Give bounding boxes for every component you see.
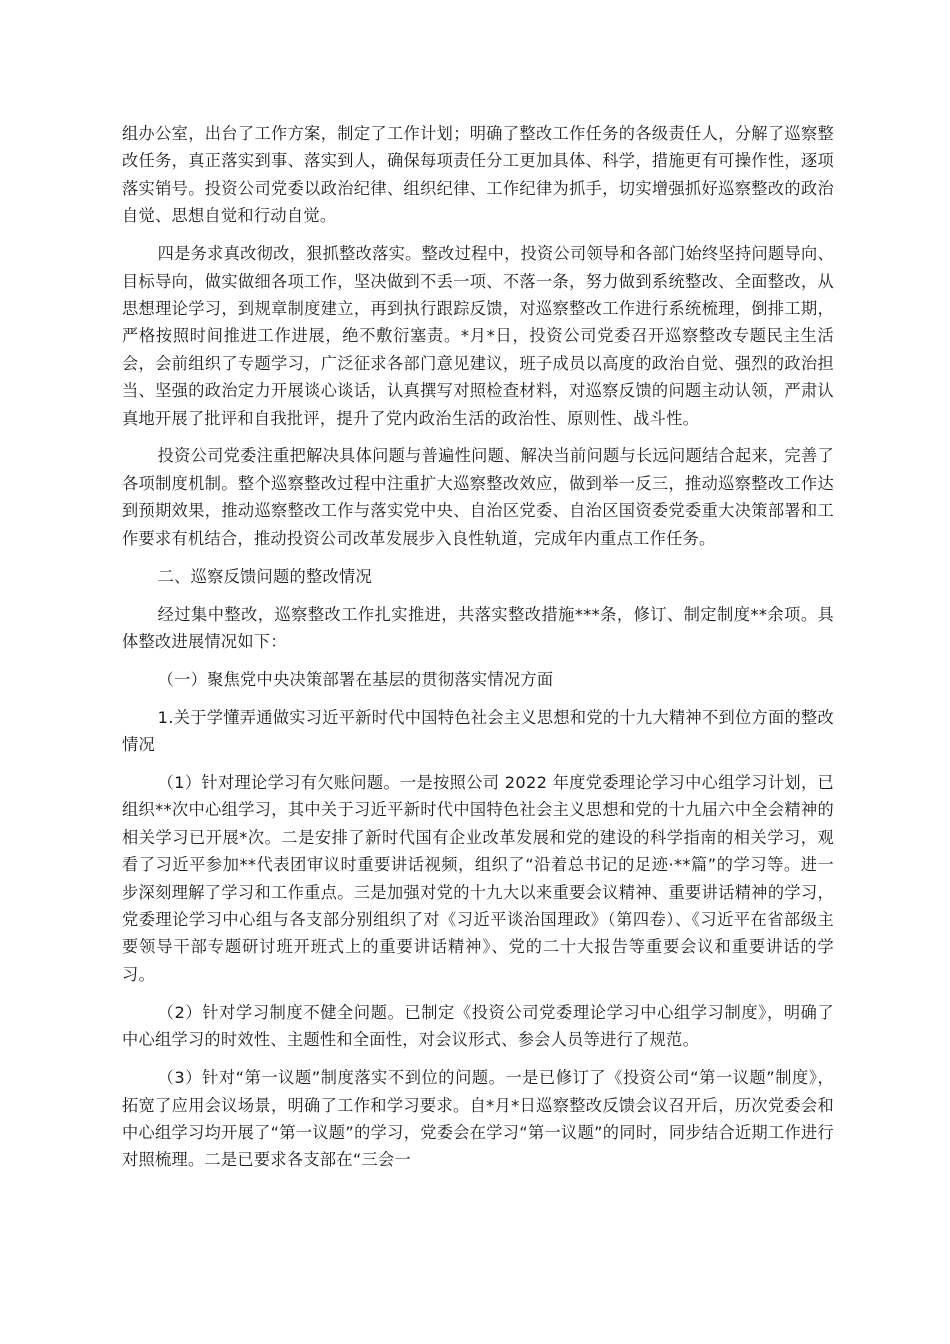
paragraph-institutional-mechanisms: 投资公司党委注重把解决具体问题与普遍性问题、解决当前问题与长远问题结合起来，完善了各项制度机制。整个巡察整改过程中注重扩大巡察整改效应，做到举一反三，推动巡察整改工作达到预期效果，推动巡察整改工作与落实党中央、自治区党委、自治区国资委党委重大决策部署和工作要求有机结合，推动投资公司改革发展步入良性轨道，完成年内重点工作任务。 bbox=[122, 446, 834, 548]
item-theory-study: （1）针对理论学习有欠账问题。一是按照公司 2022 年度党委理论学习中心组学习计划，已组织**次中心组学习，其中关于习近平新时代中国特色社会主义思想和党的十九届六中全会精神的相关学习已开展*次。二是安排了新时代国有企业改革发展和党的建设的科学指南的相关学习，观看了习近平参加**代表团审议时重要讲话视频，组织了“沿着总书记的足迹·**篇”的学习等。进一步深刻理解了学习和工作重点。三是加强对党的十九大以来重要会议精神、重要讲话精神的学习，党委理论学习中心组与各支部分别组织了对《习近平谈治国理政》（第四卷）、《习近平在省部级主要领导干部专题研讨班开班式上的重要讲话精神》、党的二十大报告等重要会议和重要讲话的学习。 bbox=[122, 773, 834, 984]
item-first-agenda: （3）针对“第一议题”制度落实不到位的问题。一是已修订了《投资公司“第一议题”制度》，拓宽了应用会议场景，明确了工作和学习要求。自*月*日巡察整改反馈会议召开后，历次党委会和中心组学习均开展了“第一议题”的学习，党委会在学习“第一议题”的同时，同步结合近期工作进行对照梳理。二是已要求各支部在“三会一 bbox=[122, 1068, 834, 1170]
section-heading-rectification: 二、巡察反馈问题的整改情况 bbox=[157, 566, 372, 586]
item-study-system: （2）针对学习制度不健全问题。已制定《投资公司党委理论学习中心组学习制度》，明确了中心组学习的时效性、主题性和全面性，对会议形式、参会人员等进行了规范。 bbox=[122, 1002, 834, 1050]
document-page bbox=[122, 120, 834, 1184]
paragraph-point-four: 四是务求真改彻改，狠抓整改落实。整改过程中，投资公司领导和各部门始终坚持问题导向、目标导向，做实做细各项工作，坚决做到不丢一项、不落一条，努力做到系统整改、全面整改，从思想理论学习，到规章制度建立，再到执行跟踪反馈，对巡察整改工作进行系统梳理，倒排工期，严格按照时间推进工作进展，绝不敷衍塞责。*月*日，投资公司党委召开巡察整改专题民主生活会，会前组织了专题学习，广泛征求各部门意见建议，班子成员以高度的政治自觉、强烈的政治担当、坚强的政治定力开展谈心谈话，认真撰写对照检查材料，对巡察反馈的问题主动认领，严肃认真地开展了批评和自我批评，提升了党内政治生活的政治性、原则性、战斗性。 bbox=[122, 244, 834, 428]
paragraph-intro-continuation: 组办公室，出台了工作方案，制定了工作计划；明确了整改工作任务的各级责任人，分解了巡察整改任务，真正落实到事、落实到人，确保每项责任分工更加具体、科学，措施更有可操作性，逐项落实销号。投资公司党委以政治纪律、组织纪律、工作纪律为抓手，切实增强抓好巡察整改的政治自觉、思想自觉和行动自觉。 bbox=[122, 124, 834, 226]
paragraph-rectification-summary: 经过集中整改，巡察整改工作扎实推进，共落实整改措施***条，修订、制定制度**余项。具体整改进展情况如下： bbox=[122, 604, 834, 651]
item-heading-1: 1.关于学懂弄通做实习近平新时代中国特色社会主义思想和党的十九大精神不到位方面的整改情况 bbox=[122, 707, 834, 755]
subsection-heading-one: （一）聚焦党中央决策部署在基层的贯彻落实情况方面 bbox=[157, 669, 554, 689]
